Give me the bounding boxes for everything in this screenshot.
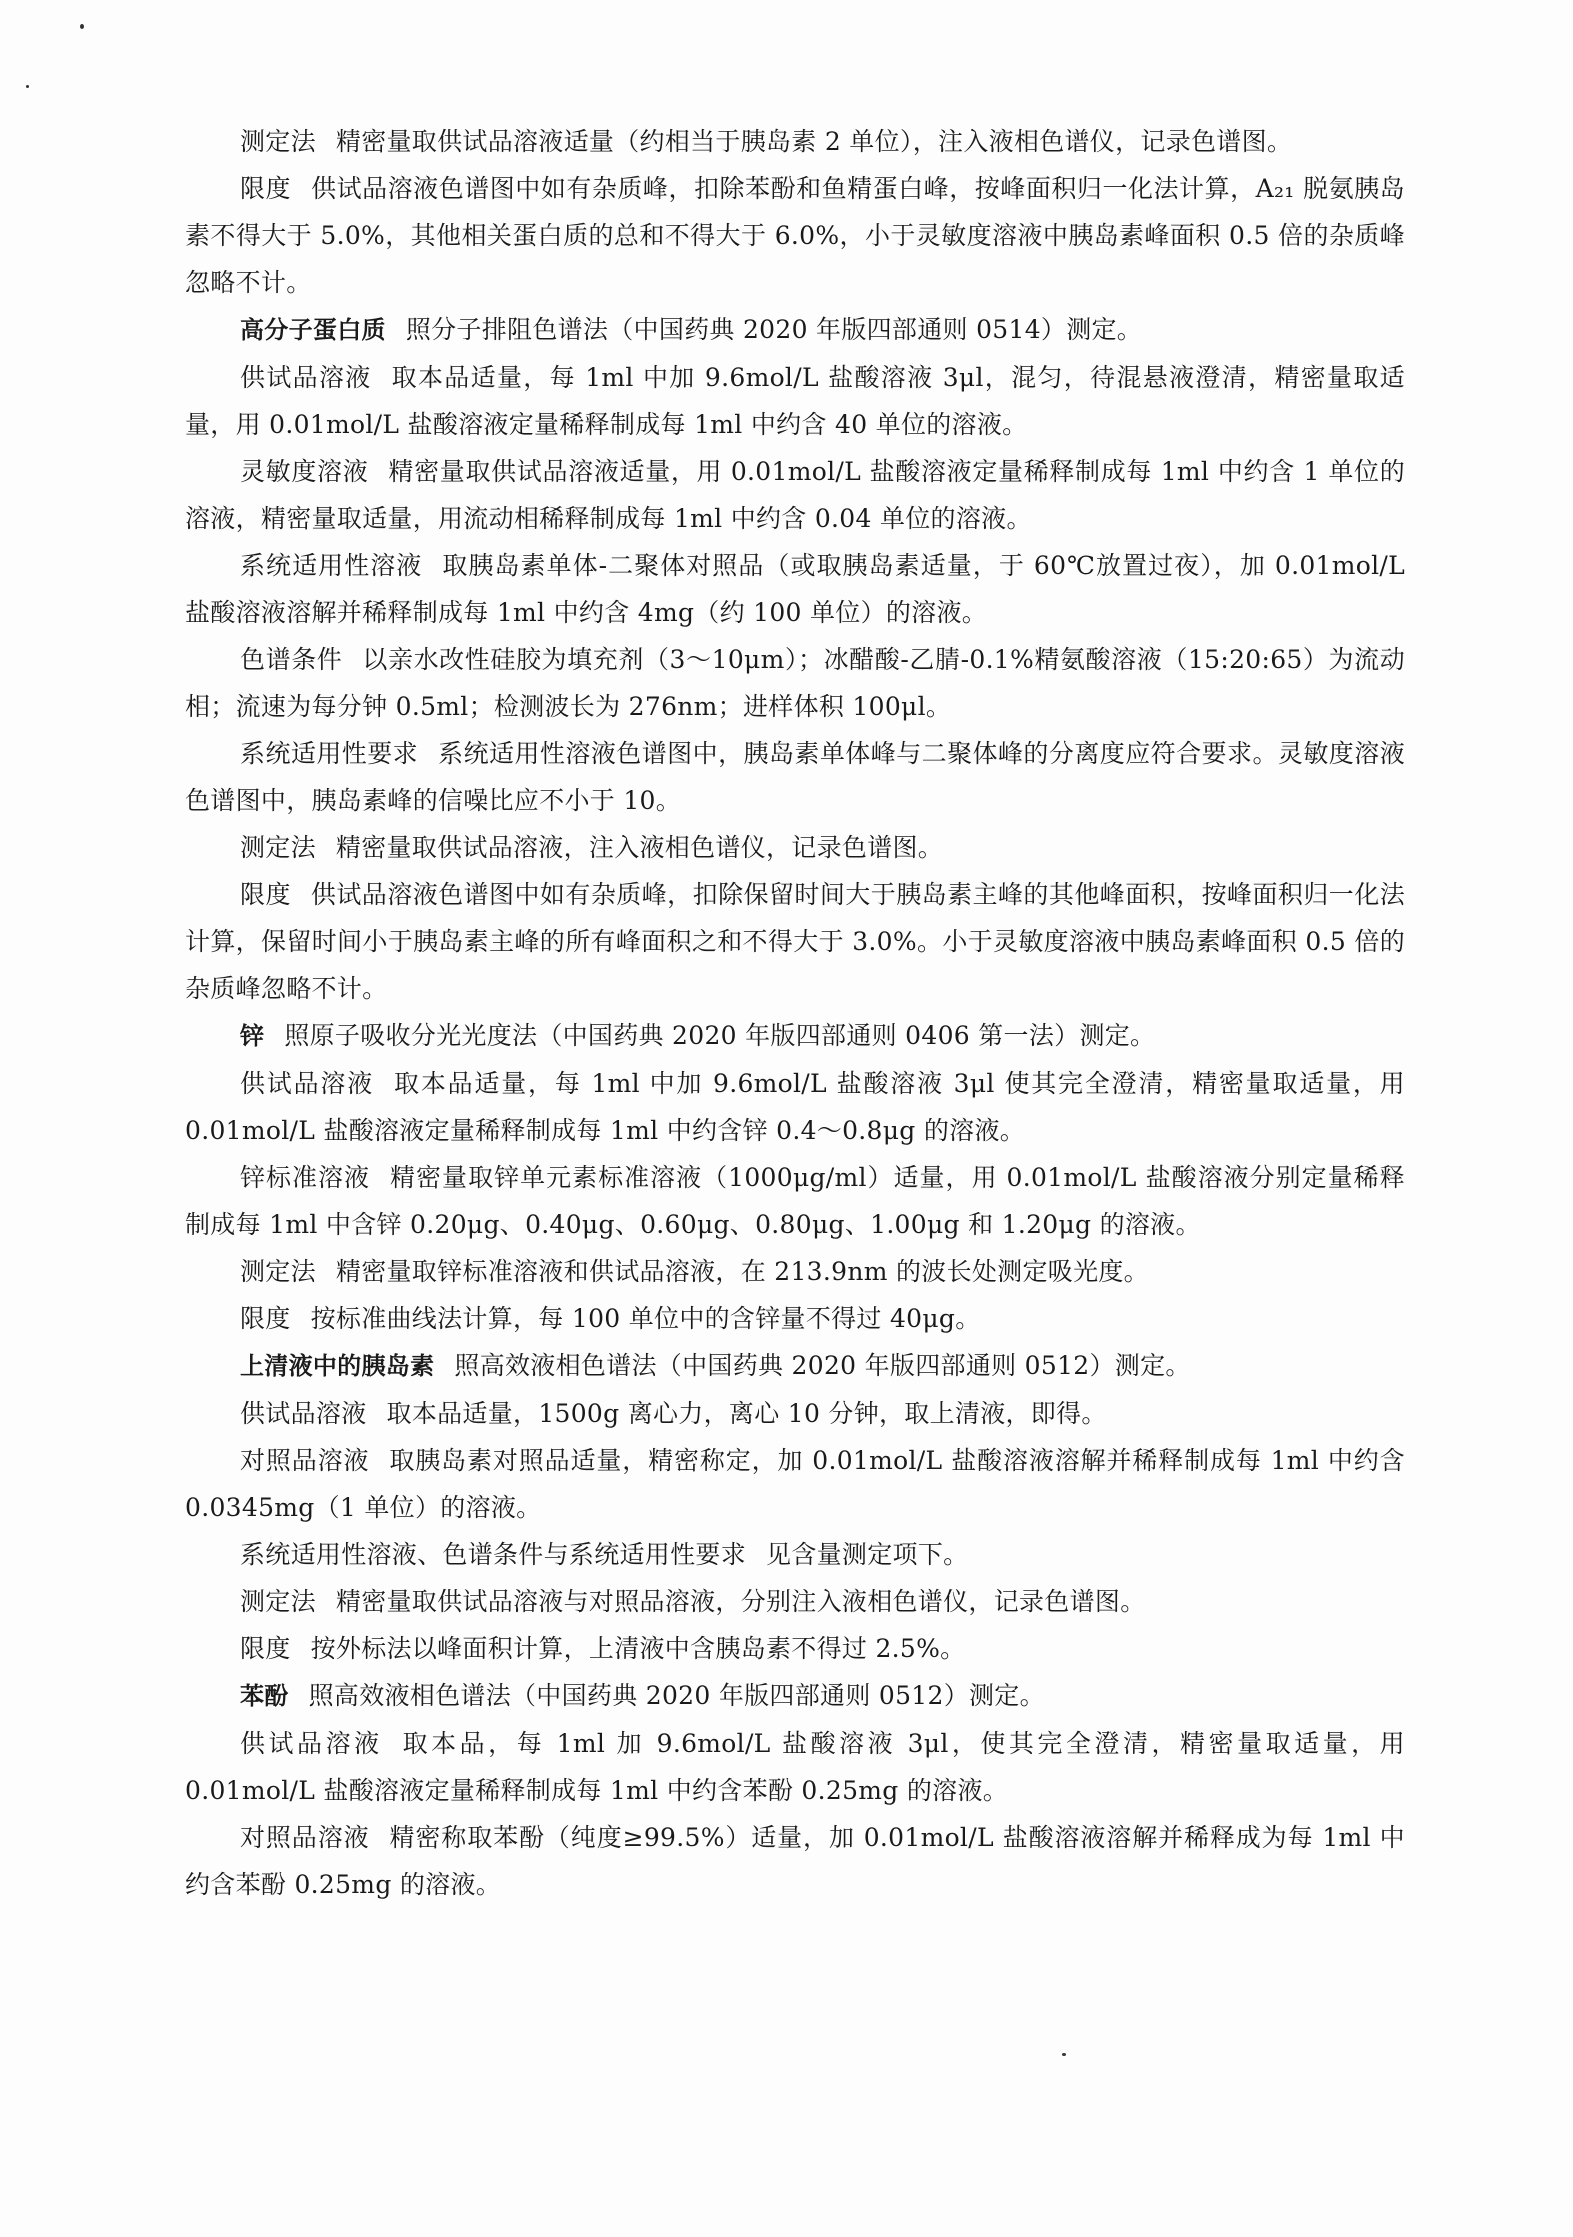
paragraph-text: 照原子吸收分光光度法（中国药典 2020 年版四部通则 0406 第一法）测定。 bbox=[284, 1021, 1156, 1050]
paragraph bbox=[185, 165, 1405, 306]
paragraph bbox=[185, 1720, 1405, 1814]
paragraph-term: 限度 bbox=[240, 174, 292, 203]
paragraph-text: 按标准曲线法计算，每 100 单位中的含锌量不得过 40μg。 bbox=[310, 1304, 981, 1333]
paragraph-term: 系统适用性要求 bbox=[240, 739, 419, 768]
paragraph-term: 对照品溶液 bbox=[240, 1823, 370, 1852]
paragraph bbox=[185, 871, 1405, 1012]
paragraph bbox=[185, 1342, 1405, 1390]
paragraph-text: 取胰岛素单体-二聚体对照品（或取胰岛素适量，于 60℃放置过夜），加 0.01mol/L 盐酸溶液溶解并稀释制成每 1ml 中约含 4mg（约 100 单位）的溶液。 bbox=[185, 551, 1406, 627]
scan-speck bbox=[26, 85, 29, 88]
paragraph-text: 取本品适量，每 1ml 中加 9.6mol/L 盐酸溶液 3μl 使其完全澄清，精密量取适量，用 0.01mol/L 盐酸溶液定量稀释制成每 1ml 中约含锌 0.4～0.8μg 的溶液。 bbox=[185, 1069, 1405, 1145]
paragraph-text: 照高效液相色谱法（中国药典 2020 年版四部通则 0512）测定。 bbox=[308, 1681, 1045, 1710]
paragraph-text: 按外标法以峰面积计算，上清液中含胰岛素不得过 2.5%。 bbox=[310, 1634, 966, 1663]
paragraph-term: 测定法 bbox=[240, 833, 316, 862]
section-heading: 锌 bbox=[240, 1022, 265, 1050]
paragraph-text: 精密量取锌标准溶液和供试品溶液，在 213.9nm 的波长处测定吸光度。 bbox=[335, 1257, 1149, 1286]
scan-speck bbox=[1062, 2053, 1066, 2056]
paragraph-term: 灵敏度溶液 bbox=[240, 457, 369, 486]
paragraph-text: 照高效液相色谱法（中国药典 2020 年版四部通则 0512）测定。 bbox=[454, 1351, 1191, 1380]
paragraph bbox=[185, 1060, 1405, 1154]
paragraph bbox=[185, 1814, 1405, 1908]
document-body bbox=[185, 118, 1405, 1908]
paragraph-text: 精密称取苯酚（纯度≥99.5%）适量，加 0.01mol/L 盐酸溶液溶解并稀释成为每 1ml 中约含苯酚 0.25mg 的溶液。 bbox=[185, 1823, 1405, 1899]
paragraph bbox=[185, 1248, 1405, 1295]
paragraph-text: 见含量测定项下。 bbox=[766, 1540, 969, 1569]
paragraph-term: 供试品溶液 bbox=[240, 1399, 367, 1428]
paragraph bbox=[185, 1578, 1405, 1625]
paragraph-text: 精密量取供试品溶液适量（约相当于胰岛素 2 单位），注入液相色谱仪，记录色谱图。 bbox=[335, 127, 1293, 156]
paragraph-term: 对照品溶液 bbox=[240, 1446, 370, 1475]
paragraph-text: 精密量取供试品溶液适量，用 0.01mol/L 盐酸溶液定量稀释制成每 1ml 中约含 1 单位的溶液，精密量取适量，用流动相稀释制成每 1ml 中约含 0.04 单位的溶液。 bbox=[185, 457, 1405, 533]
paragraph-term: 限度 bbox=[240, 1304, 291, 1333]
paragraph bbox=[185, 118, 1405, 165]
paragraph-text: 取胰岛素对照品适量，精密称定，加 0.01mol/L 盐酸溶液溶解并稀释制成每 1ml 中约含 0.0345mg（1 单位）的溶液。 bbox=[185, 1446, 1405, 1522]
paragraph-text: 供试品溶液色谱图中如有杂质峰，扣除苯酚和鱼精蛋白峰，按峰面积归一化法计算，A₂₁ 脱氨胰岛素不得大于 5.0%，其他相关蛋白质的总和不得大于 6.0%，小于灵敏度溶液中胰岛素峰面积 0.5 倍的杂质峰忽略不计。 bbox=[185, 174, 1405, 297]
paragraph-text: 取本品适量，1500g 离心力，离心 10 分钟，取上清液，即得。 bbox=[386, 1399, 1107, 1428]
paragraph-text: 取本品适量，每 1ml 中加 9.6mol/L 盐酸溶液 3μl，混匀，待混悬液澄清，精密量取适量，用 0.01mol/L 盐酸溶液定量稀释制成每 1ml 中约含 40 单位的溶液。 bbox=[185, 363, 1405, 439]
paragraph bbox=[185, 730, 1405, 824]
paragraph-text: 以亲水改性硅胶为填充剂（3～10μm）；冰醋酸-乙腈-0.1%精氨酸溶液（15:20:65）为流动相；流速为每分钟 0.5ml；检测波长为 276nm；进样体积 100μl。 bbox=[185, 645, 1406, 721]
paragraph-term: 供试品溶液 bbox=[240, 1069, 375, 1098]
paragraph bbox=[185, 1672, 1405, 1720]
paragraph-text: 系统适用性溶液色谱图中，胰岛素单体峰与二聚体峰的分离度应符合要求。灵敏度溶液色谱图中，胰岛素峰的信噪比应不小于 10。 bbox=[185, 739, 1405, 815]
paragraph-term: 限度 bbox=[240, 880, 291, 909]
paragraph-text: 精密量取供试品溶液与对照品溶液，分别注入液相色谱仪，记录色谱图。 bbox=[335, 1587, 1146, 1616]
paragraph bbox=[185, 542, 1405, 636]
paragraph bbox=[185, 1437, 1405, 1531]
paragraph bbox=[185, 1625, 1405, 1672]
section-heading: 上清液中的胰岛素 bbox=[240, 1352, 435, 1380]
paragraph-text: 精密量取供试品溶液，注入液相色谱仪，记录色谱图。 bbox=[335, 833, 944, 862]
paragraph-text: 取本品，每 1ml 加 9.6mol/L 盐酸溶液 3μl，使其完全澄清，精密量取适量，用 0.01mol/L 盐酸溶液定量稀释制成每 1ml 中约含苯酚 0.25mg 的溶液。 bbox=[185, 1729, 1405, 1805]
paragraph-text: 精密量取锌单元素标准溶液（1000μg/ml）适量，用 0.01mol/L 盐酸溶液分别定量稀释制成每 1ml 中含锌 0.20μg、0.40μg、0.60μg、0.80μg、1.00μg 和 1.20μg 的溶液。 bbox=[185, 1163, 1405, 1239]
paragraph bbox=[185, 1295, 1405, 1342]
paragraph bbox=[185, 1531, 1405, 1578]
paragraph-text: 照分子排阻色谱法（中国药典 2020 年版四部通则 0514）测定。 bbox=[405, 315, 1143, 344]
scan-speck bbox=[80, 24, 84, 29]
paragraph bbox=[185, 354, 1405, 448]
paragraph bbox=[185, 448, 1405, 542]
paragraph bbox=[185, 636, 1405, 730]
section-heading: 高分子蛋白质 bbox=[240, 316, 386, 344]
paragraph-term: 供试品溶液 bbox=[240, 363, 372, 392]
paragraph bbox=[185, 306, 1405, 354]
paragraph bbox=[185, 1390, 1405, 1437]
paragraph bbox=[185, 1154, 1405, 1248]
paragraph-term: 系统适用性溶液 bbox=[240, 551, 423, 580]
paragraph-term: 色谱条件 bbox=[240, 645, 343, 674]
paragraph bbox=[185, 1012, 1405, 1060]
paragraph-term: 限度 bbox=[240, 1634, 291, 1663]
paragraph-term: 测定法 bbox=[240, 127, 316, 156]
section-heading: 苯酚 bbox=[240, 1682, 289, 1710]
paragraph-term: 供试品溶液 bbox=[240, 1729, 383, 1758]
paragraph-term: 测定法 bbox=[240, 1257, 316, 1286]
paragraph-term: 系统适用性溶液、色谱条件与系统适用性要求 bbox=[240, 1540, 747, 1569]
paragraph-text: 供试品溶液色谱图中如有杂质峰，扣除保留时间大于胰岛素主峰的其他峰面积，按峰面积归一化法计算，保留时间小于胰岛素主峰的所有峰面积之和不得大于 3.0%。小于灵敏度溶液中胰岛素峰面积 0.5 倍的杂质峰忽略不计。 bbox=[185, 880, 1405, 1003]
paragraph bbox=[185, 824, 1405, 871]
paragraph-term: 测定法 bbox=[240, 1587, 316, 1616]
paragraph-term: 锌标准溶液 bbox=[240, 1163, 371, 1192]
